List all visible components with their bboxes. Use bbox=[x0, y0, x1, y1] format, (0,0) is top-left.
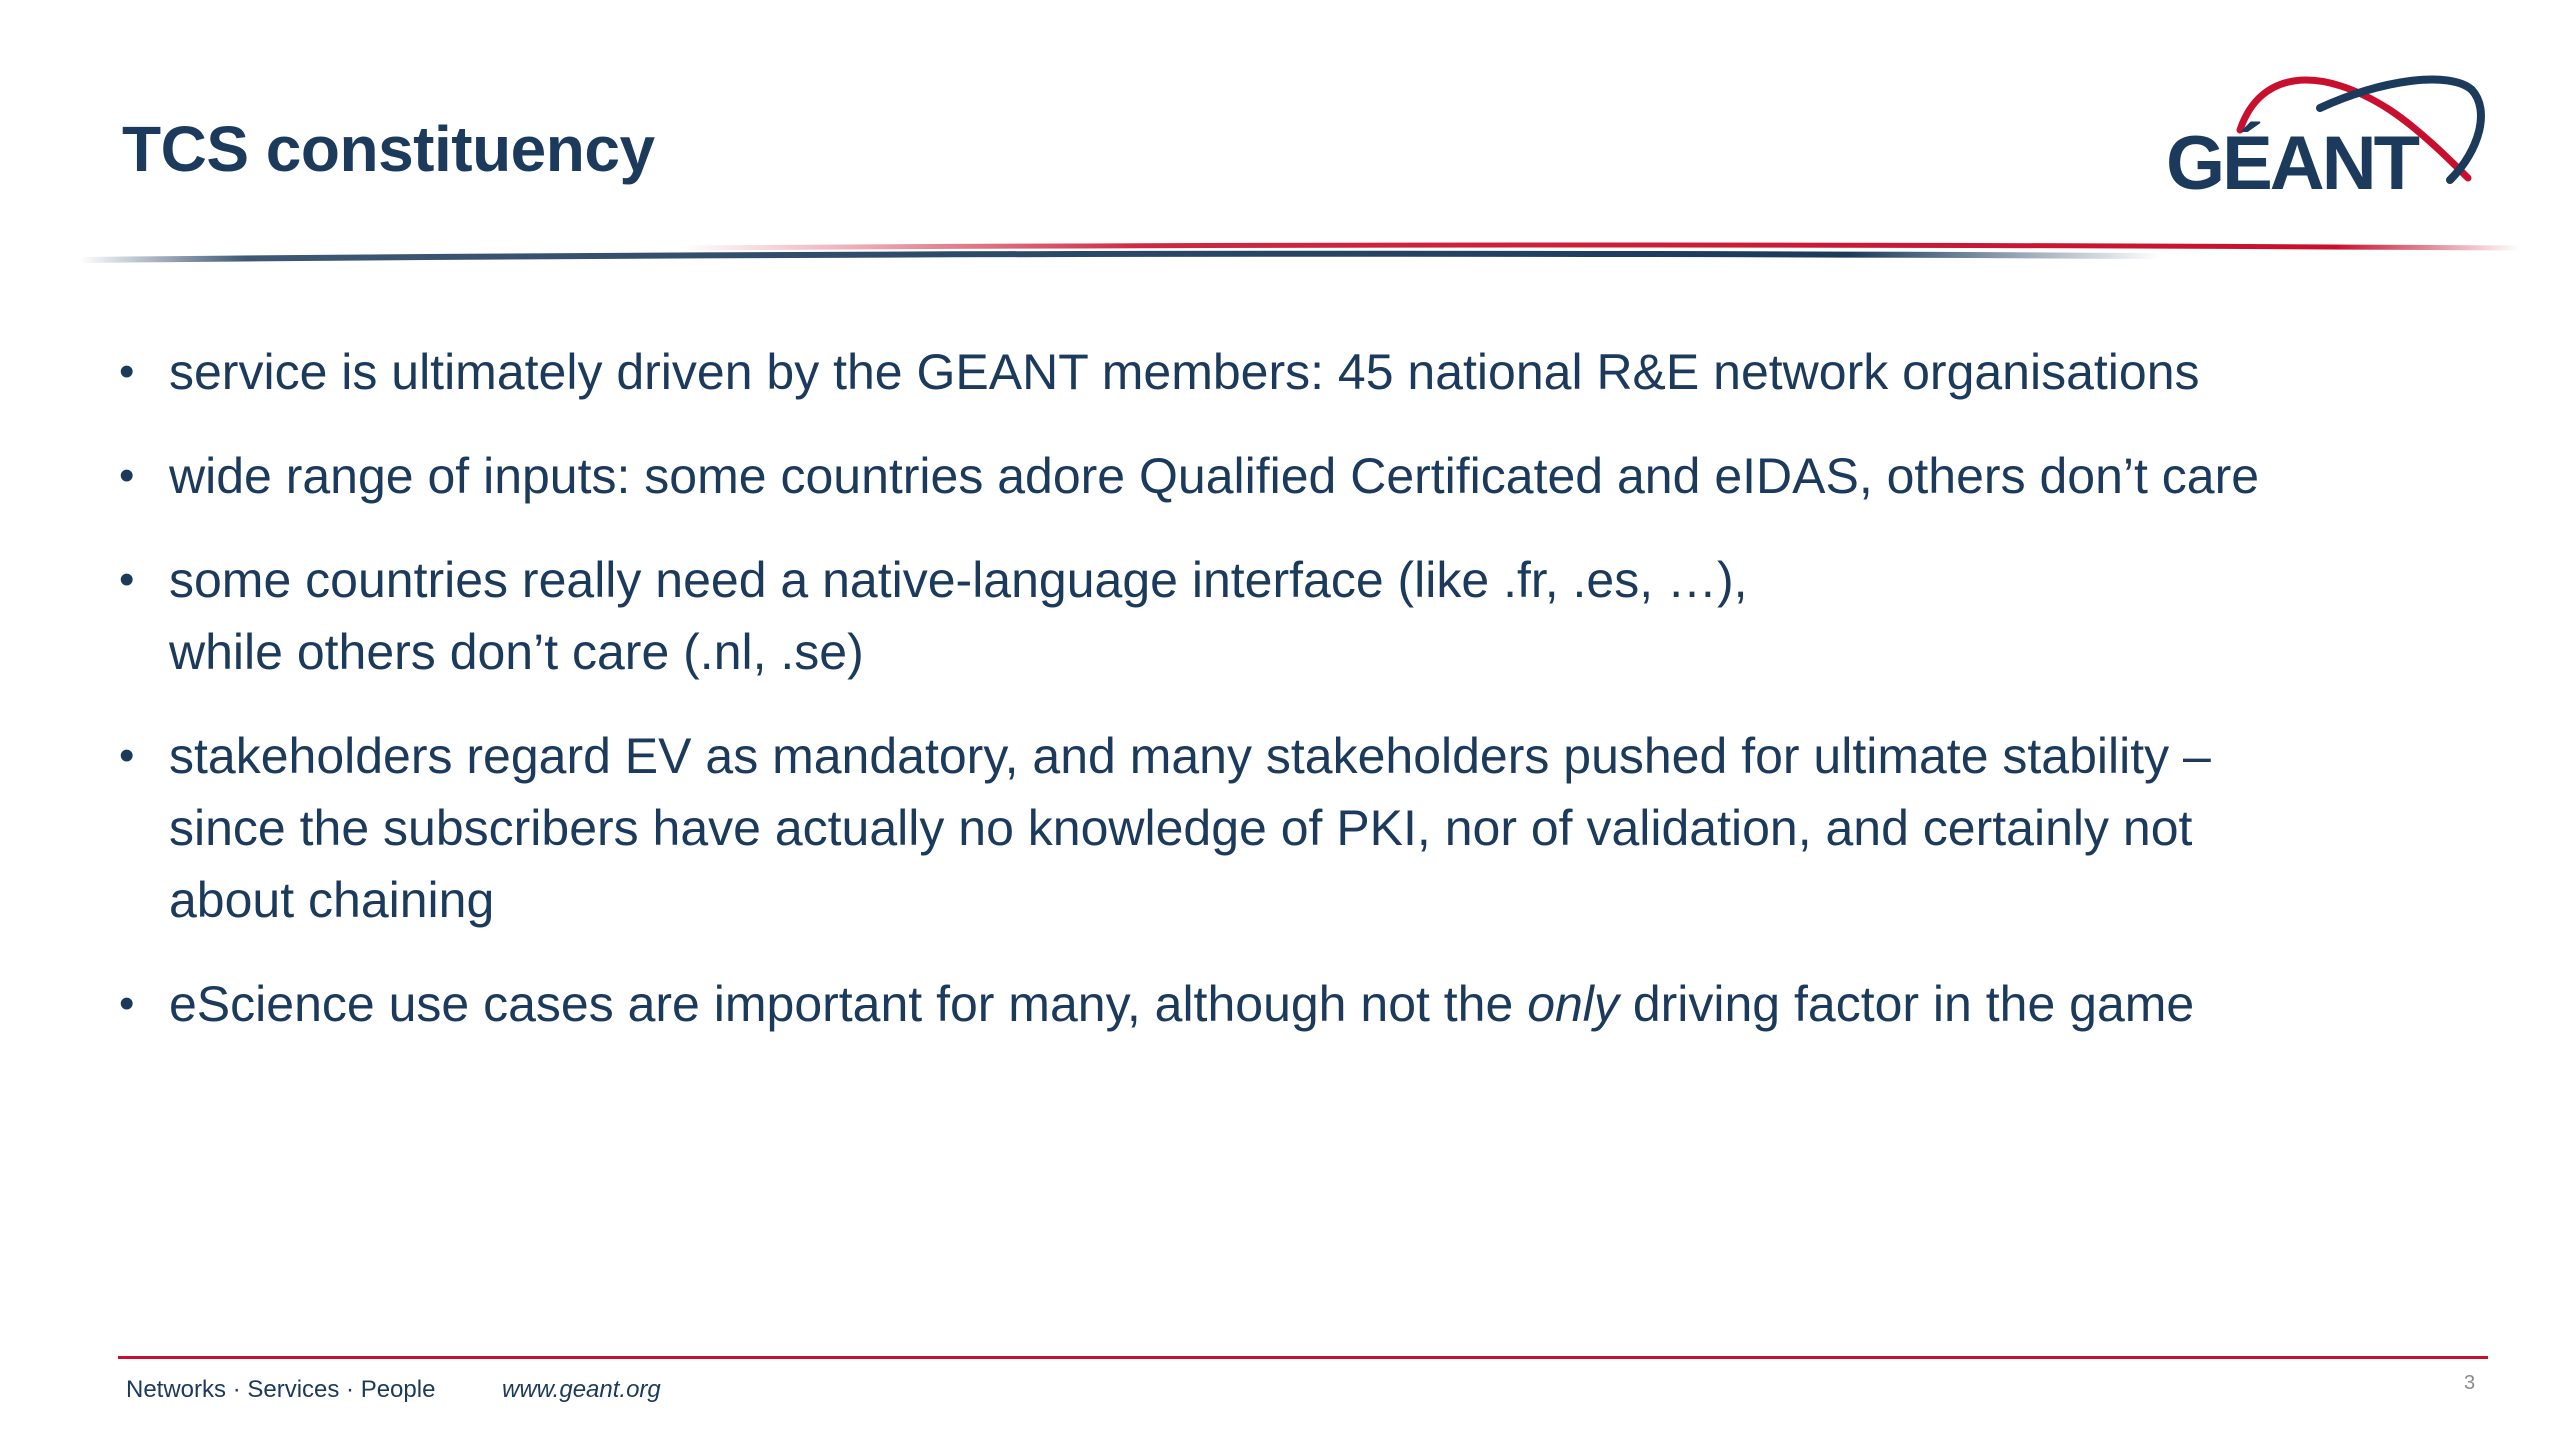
bullet-line: stakeholders regard EV as mandatory, and many stakeholders pushed for ultimate stability – bbox=[169, 728, 2211, 784]
bullet-text-before: eScience use cases are important for many, although not the bbox=[169, 976, 1528, 1032]
bullet-icon: • bbox=[119, 979, 135, 1028]
slide-title: TCS constituency bbox=[122, 113, 655, 185]
page-number: 3 bbox=[2464, 1372, 2476, 1394]
bullet-line: service is ultimately driven by the GEANT members: 45 national R&E network organisations bbox=[169, 344, 2200, 400]
list-item bbox=[115, 720, 2435, 936]
bullet-line: about chaining bbox=[169, 872, 495, 928]
bullet-line: wide range of inputs: some countries adore Qualified Certificated and eIDAS, others don’t care bbox=[169, 448, 2260, 504]
bullet-line: some countries really need a native-language interface (like .fr, .es, …), bbox=[169, 552, 1748, 608]
bullet-text bbox=[169, 336, 2435, 408]
geant-logo bbox=[2150, 50, 2490, 210]
bullet-text-after: driving factor in the game bbox=[1618, 976, 2195, 1032]
bullet-text bbox=[169, 720, 2435, 936]
footer-tagline: Networks · Services · People bbox=[126, 1376, 436, 1403]
list-item bbox=[115, 544, 2435, 688]
bullet-text bbox=[169, 968, 2435, 1040]
bullet-text bbox=[169, 544, 2435, 688]
footer-url-link[interactable]: www.geant.org bbox=[502, 1376, 661, 1403]
bullet-list bbox=[115, 336, 2435, 1072]
logo-wordmark: GÉANT bbox=[2166, 121, 2417, 206]
bullet-icon: • bbox=[119, 555, 135, 604]
bullet-text bbox=[169, 440, 2435, 512]
list-item bbox=[115, 440, 2435, 512]
list-item bbox=[115, 336, 2435, 408]
bullet-line: while others don’t care (.nl, .se) bbox=[169, 624, 864, 680]
bullet-icon: • bbox=[119, 731, 135, 780]
footer-divider bbox=[118, 1356, 2488, 1359]
bullet-icon: • bbox=[119, 347, 135, 396]
bullet-icon: • bbox=[119, 451, 135, 500]
list-item bbox=[115, 968, 2435, 1040]
bullet-line: since the subscribers have actually no knowledge of PKI, nor of validation, and certainly not bbox=[169, 800, 2193, 856]
bullet-emphasis: only bbox=[1527, 976, 1619, 1032]
header-divider bbox=[80, 238, 2520, 268]
